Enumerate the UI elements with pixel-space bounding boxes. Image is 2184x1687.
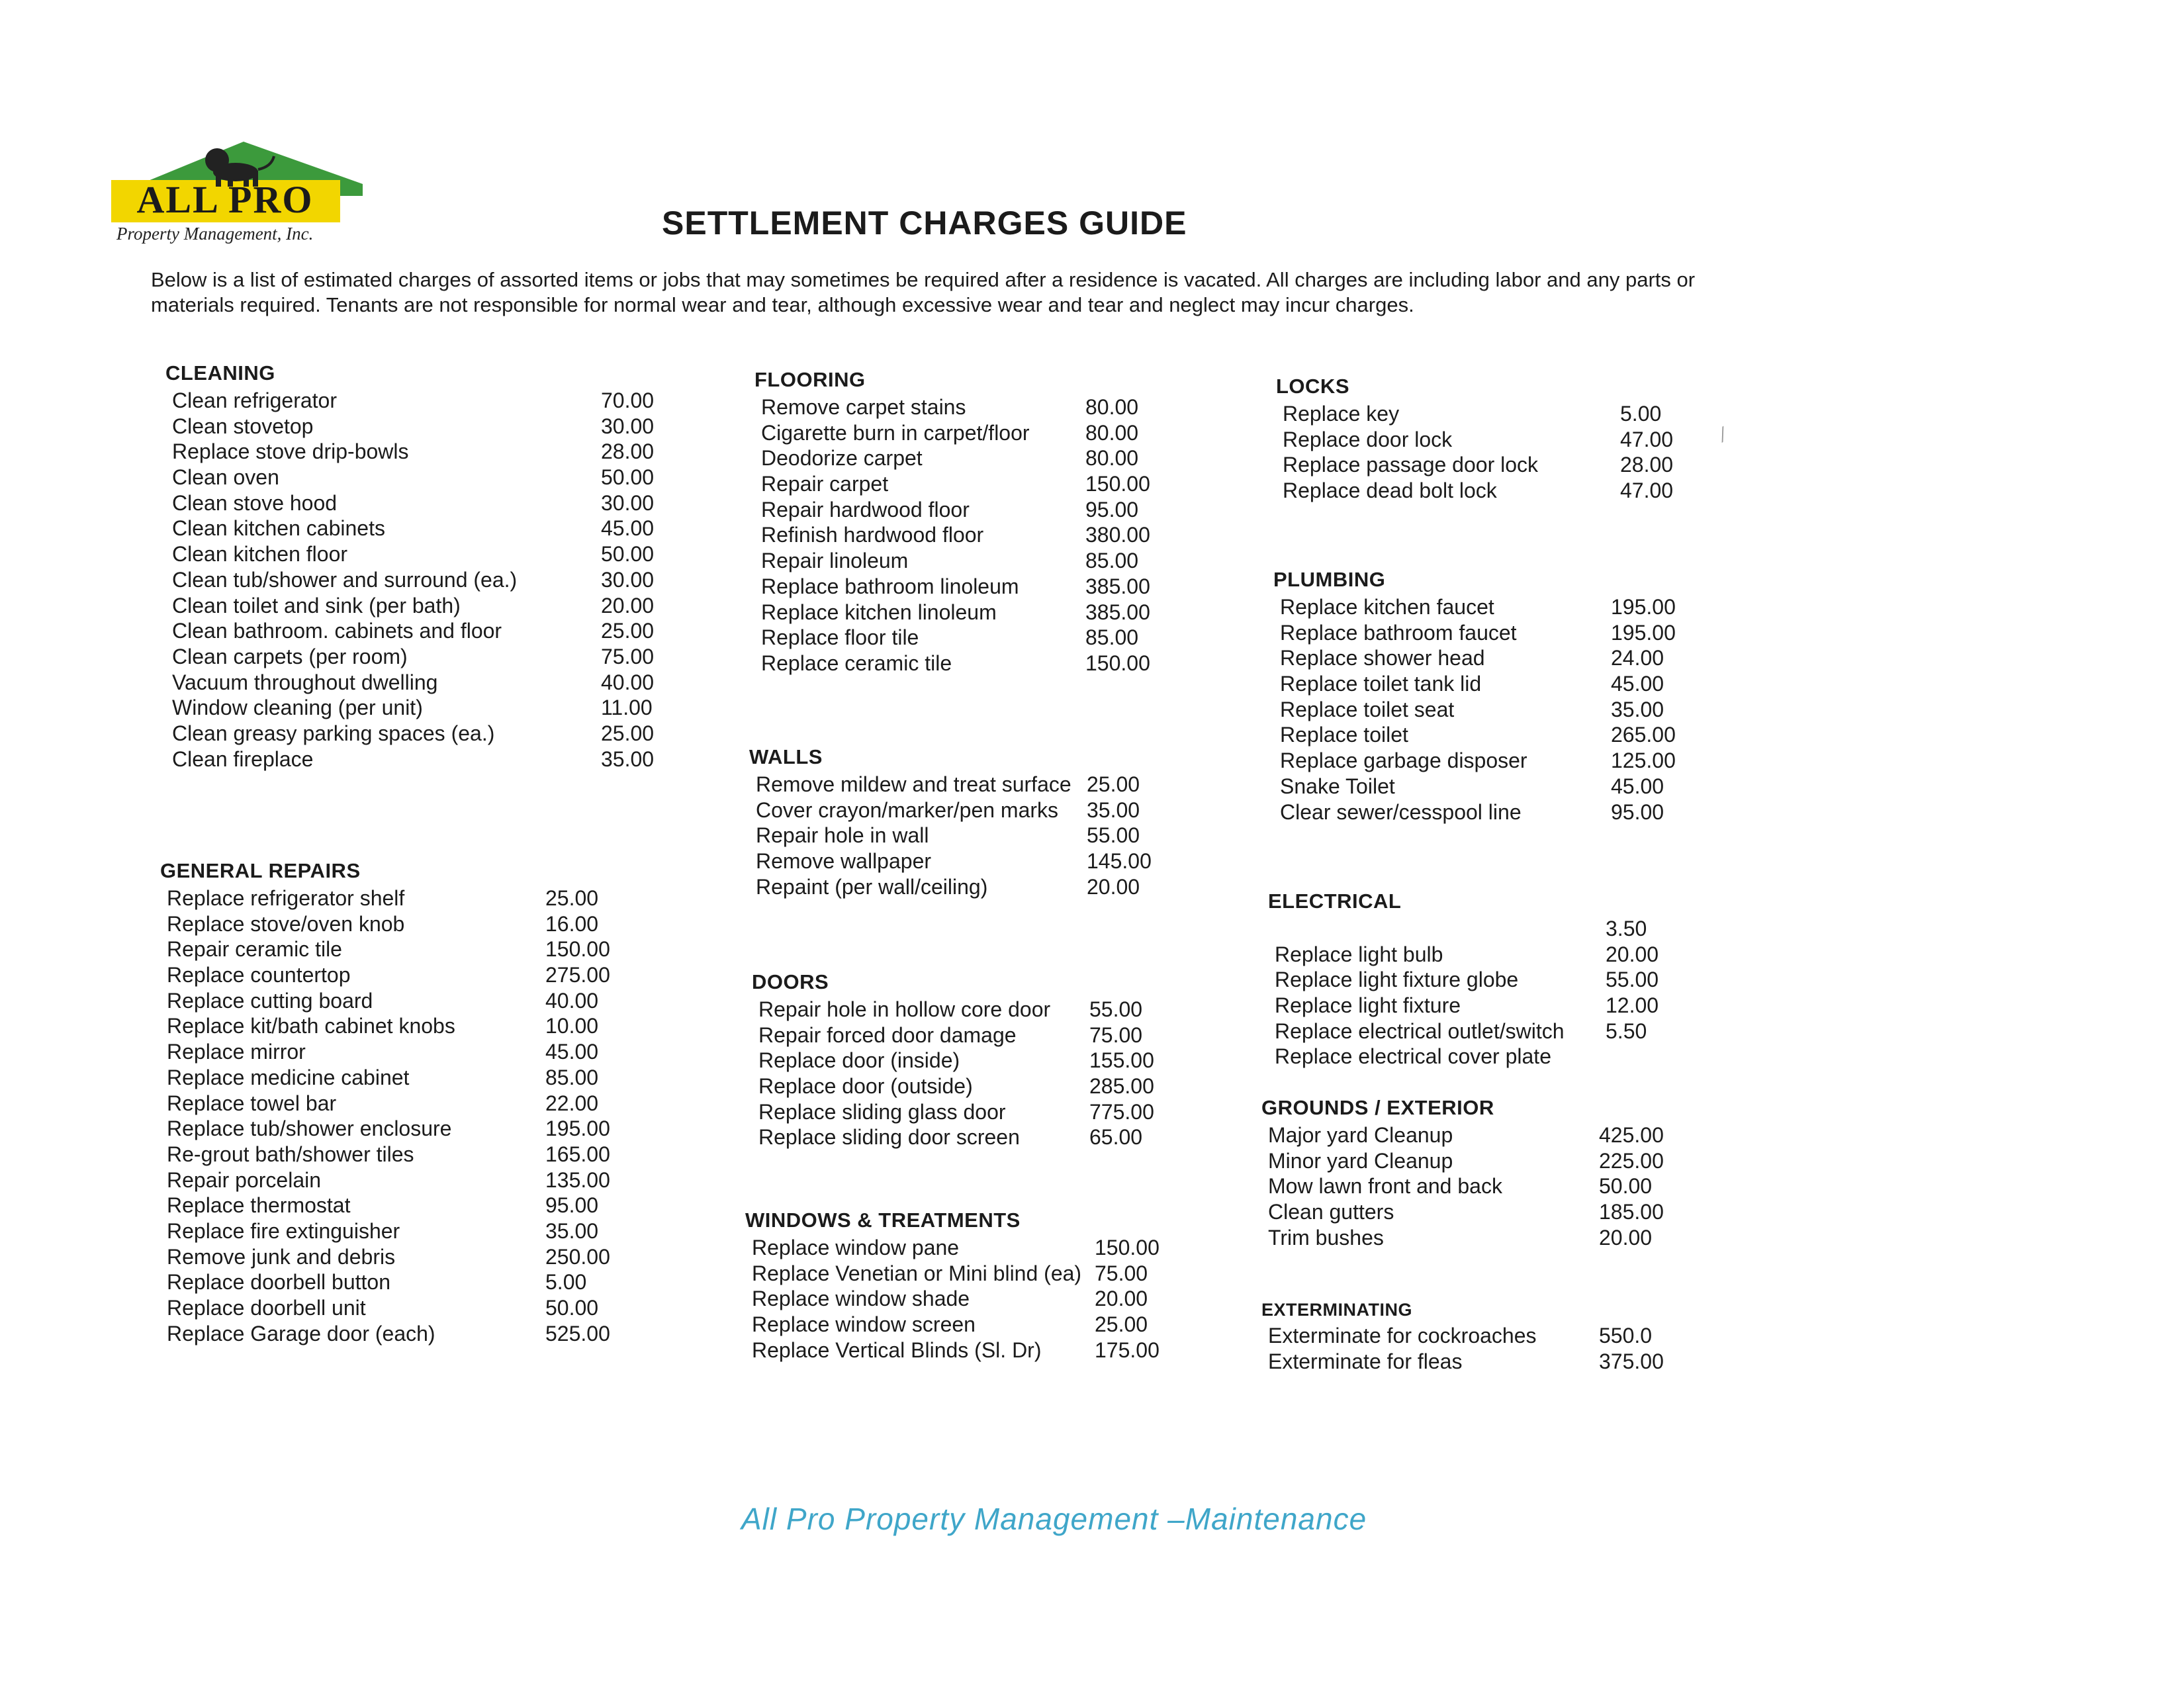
charge-amount: 11.00 xyxy=(601,696,653,720)
charge-row xyxy=(754,625,1178,651)
charge-label: Replace fire extinguisher xyxy=(167,1218,400,1243)
charge-amount: 10.00 xyxy=(545,1014,599,1038)
charge-label: Snake Toilet xyxy=(1280,774,1395,798)
charge-label: Repair forced door damage xyxy=(758,1023,1017,1047)
section-title: EXTERMINATING xyxy=(1261,1300,1412,1320)
charge-row xyxy=(1273,748,1710,774)
charge-label: Replace towel bar xyxy=(167,1091,337,1115)
section-walls xyxy=(749,745,1186,899)
charge-row xyxy=(1273,722,1710,748)
charge-label: Remove carpet stains xyxy=(761,395,966,419)
charge-amount: 35.00 xyxy=(1611,697,1664,721)
charge-row xyxy=(754,445,1178,471)
charge-row xyxy=(1273,799,1710,825)
section-title: LOCKS xyxy=(1276,375,1349,398)
charge-row xyxy=(160,911,650,937)
charge-row xyxy=(1276,427,1713,453)
charge-amount: 45.00 xyxy=(545,1040,599,1064)
charge-amount: 95.00 xyxy=(545,1193,599,1218)
charge-row xyxy=(1273,774,1710,799)
charge-row xyxy=(749,772,1186,798)
charge-row xyxy=(160,1269,650,1295)
charge-label: Replace passage door lock xyxy=(1283,453,1539,477)
charge-label: Replace light fixture globe xyxy=(1275,968,1519,992)
charge-row xyxy=(160,1013,650,1039)
charge-amount: 30.00 xyxy=(601,414,655,438)
charge-row xyxy=(160,1218,650,1244)
charge-amount: 155.00 xyxy=(1089,1048,1154,1073)
charge-label: Exterminate for cockroaches xyxy=(1268,1324,1537,1347)
charge-row xyxy=(165,721,682,747)
charge-row xyxy=(1276,452,1713,478)
charge-row xyxy=(165,747,682,772)
charge-label: Replace dead bolt lock xyxy=(1283,479,1497,503)
charge-label: Clean tub/shower and surround (ea.) xyxy=(172,567,518,592)
charge-amount: 85.00 xyxy=(1085,549,1139,573)
charge-label: Trim bushes xyxy=(1268,1225,1384,1250)
charge-amount: 40.00 xyxy=(545,988,599,1013)
section-title: CLEANING xyxy=(165,361,275,385)
charge-label: Remove mildew and treat surface xyxy=(756,772,1071,796)
charge-label: Minor yard Cleanup xyxy=(1268,1148,1453,1173)
charge-amount: 50.00 xyxy=(601,542,655,567)
charge-row xyxy=(1261,1225,1698,1251)
charge-label: Clean oven xyxy=(172,465,279,490)
charge-amount: 80.00 xyxy=(1085,395,1139,419)
charge-label: Refinish hardwood floor xyxy=(761,523,984,547)
charge-amount: 185.00 xyxy=(1599,1200,1664,1224)
charge-label: Replace stove drip-bowls xyxy=(172,439,409,464)
charge-amount: 375.00 xyxy=(1599,1349,1664,1373)
charge-amount: 3.50 xyxy=(1606,917,1647,940)
charge-label: Replace shower head xyxy=(1280,646,1485,670)
charge-amount: 195.00 xyxy=(1611,620,1676,645)
charge-row xyxy=(160,1244,650,1270)
section-title: GENERAL REPAIRS xyxy=(160,859,361,882)
charge-amount: 75.00 xyxy=(1089,1023,1143,1047)
charge-row xyxy=(160,1091,650,1117)
charge-label: Repair carpet xyxy=(761,472,889,496)
charge-label: Clean carpets (per room) xyxy=(172,644,408,668)
charge-row xyxy=(745,1286,1208,1312)
section-title: WALLS xyxy=(749,745,823,768)
charge-row xyxy=(754,651,1178,676)
charge-amount: 80.00 xyxy=(1085,446,1139,471)
section-title: ELECTRICAL xyxy=(1268,889,1402,913)
charge-row xyxy=(1268,1044,1705,1070)
section-flooring xyxy=(754,368,1178,676)
charge-row xyxy=(165,593,682,619)
charge-row xyxy=(1268,942,1705,968)
charge-amount: 250.00 xyxy=(545,1244,610,1269)
section-windows-treatments xyxy=(745,1208,1208,1363)
charge-label: Replace toilet xyxy=(1280,723,1408,747)
charge-amount: 25.00 xyxy=(1087,772,1140,796)
charge-amount: 25.00 xyxy=(545,886,599,910)
charge-label: Replace toilet tank lid xyxy=(1280,672,1482,696)
charge-amount: 25.00 xyxy=(601,721,655,745)
charge-label: Major yard Cleanup xyxy=(1268,1123,1453,1147)
charge-row xyxy=(1261,1199,1698,1225)
charge-amount: 35.00 xyxy=(601,747,655,771)
charge-row xyxy=(1261,1323,1698,1349)
charge-label: Replace kitchen linoleum xyxy=(761,600,997,624)
charge-label: Clear sewer/cesspool line xyxy=(1280,799,1522,824)
section-title: PLUMBING xyxy=(1273,568,1386,591)
section-title: GROUNDS / EXTERIOR xyxy=(1261,1096,1494,1119)
charge-amount: 285.00 xyxy=(1089,1074,1154,1099)
charge-label: Vacuum throughout dwelling xyxy=(172,670,438,694)
charge-label: Window cleaning (per unit) xyxy=(172,696,423,720)
charge-amount: 28.00 xyxy=(1620,453,1674,477)
charge-amount: 65.00 xyxy=(1089,1125,1143,1150)
charge-amount: 775.00 xyxy=(1089,1099,1154,1124)
charge-row xyxy=(749,823,1186,848)
charge-label: Replace refrigerator shelf xyxy=(167,886,405,910)
section-exterminating xyxy=(1261,1300,1698,1374)
charge-amount: 50.00 xyxy=(601,465,655,490)
charge-label: Clean stovetop xyxy=(172,414,314,438)
charge-row xyxy=(165,490,682,516)
charge-amount: 35.00 xyxy=(1087,798,1140,822)
charge-label: Remove wallpaper xyxy=(756,849,932,874)
charge-amount: 55.00 xyxy=(1089,997,1143,1021)
logo-tagline: Property Management, Inc. xyxy=(116,224,314,244)
charge-label: Replace thermostat xyxy=(167,1193,351,1218)
charge-row xyxy=(752,1023,1189,1048)
charge-label: Replace window pane xyxy=(752,1236,960,1259)
charge-amount: 45.00 xyxy=(1611,672,1664,696)
charge-label: Clean toilet and sink (per bath) xyxy=(172,593,461,617)
charge-row xyxy=(1261,1349,1698,1375)
charge-label: Deodorize carpet xyxy=(761,446,923,471)
charge-row xyxy=(752,997,1189,1023)
charge-amount: 50.00 xyxy=(545,1296,599,1320)
charge-row xyxy=(160,1116,650,1142)
charge-row xyxy=(1273,645,1710,671)
charge-label: Clean fireplace xyxy=(172,747,314,771)
charge-amount: 380.00 xyxy=(1085,523,1150,547)
section-cleaning xyxy=(165,361,682,772)
charge-amount: 5.00 xyxy=(545,1270,587,1295)
charge-label: Replace light bulb xyxy=(1275,942,1443,966)
charge-row xyxy=(745,1235,1208,1261)
charge-row xyxy=(165,541,682,567)
charge-label: Repair porcelain xyxy=(167,1167,322,1192)
section-plumbing xyxy=(1273,568,1710,825)
charge-row xyxy=(1268,1019,1705,1044)
charge-label: Replace kitchen faucet xyxy=(1280,595,1494,619)
charge-amount: 195.00 xyxy=(1611,595,1676,619)
charge-row xyxy=(160,1142,650,1167)
charge-row xyxy=(749,848,1186,874)
charge-amount: 30.00 xyxy=(601,567,655,592)
charge-label: Replace door lock xyxy=(1283,427,1453,451)
charge-amount: 425.00 xyxy=(1599,1123,1664,1147)
charge-row xyxy=(160,962,650,988)
charge-label: Replace Venetian or Mini blind (ea) xyxy=(752,1261,1082,1285)
charge-row xyxy=(1268,967,1705,993)
charge-label: Clean kitchen cabinets xyxy=(172,516,385,541)
charge-row xyxy=(165,414,682,439)
section-grounds-exterior xyxy=(1261,1096,1698,1250)
charge-amount: 55.00 xyxy=(1087,823,1140,848)
intro-paragraph: Below is a list of estimated charges of assorted items or jobs that may sometimes be required after a residence is vacated. All charges are including labor and any parts or materials required. Tenants are not responsible for normal wear and tear, although excessive wear and tear and neglect may incur charges. xyxy=(151,268,1696,316)
charge-row xyxy=(1276,401,1713,427)
logo-wordmark: ALL PRO xyxy=(136,178,314,221)
charge-amount: 5.50 xyxy=(1606,1019,1647,1043)
charge-row xyxy=(165,516,682,541)
charge-label: Re-grout bath/shower tiles xyxy=(167,1142,414,1166)
charge-label: Replace door (inside) xyxy=(758,1048,960,1073)
charge-label: Clean gutters xyxy=(1268,1200,1394,1224)
charge-amount: 20.00 xyxy=(1087,874,1140,899)
charge-row xyxy=(745,1338,1208,1363)
charge-amount: 5.00 xyxy=(1620,402,1662,426)
charge-row xyxy=(165,567,682,593)
charge-amount: 20.00 xyxy=(601,593,655,617)
charge-amount: 24.00 xyxy=(1611,646,1664,670)
charge-label: Replace tub/shower enclosure xyxy=(167,1117,452,1141)
section-doors xyxy=(752,970,1189,1150)
charge-amount: 225.00 xyxy=(1599,1148,1664,1173)
charge-label: Replace garbage disposer xyxy=(1280,749,1527,773)
charge-row xyxy=(165,618,682,644)
section-electrical xyxy=(1268,889,1705,1070)
charge-label: Replace electrical outlet/switch xyxy=(1275,1019,1565,1043)
charge-amount: 35.00 xyxy=(545,1218,599,1243)
charge-row xyxy=(1273,697,1710,723)
charge-label: Repaint (per wall/ceiling) xyxy=(756,874,988,899)
charge-row xyxy=(165,695,682,721)
charge-amount: 265.00 xyxy=(1611,723,1676,747)
charge-row xyxy=(1268,916,1705,942)
charge-label: Mow lawn front and back xyxy=(1268,1174,1502,1199)
charge-label: Repair hardwood floor xyxy=(761,497,970,522)
charge-label: Replace mirror xyxy=(167,1040,306,1064)
charge-label: Exterminate for fleas xyxy=(1268,1349,1463,1373)
charge-amount: 40.00 xyxy=(601,670,655,694)
charge-row xyxy=(160,1065,650,1091)
charge-amount: 150.00 xyxy=(1085,472,1150,496)
charge-row xyxy=(745,1312,1208,1338)
charge-row xyxy=(749,874,1186,900)
charge-row xyxy=(165,644,682,670)
charge-amount: 20.00 xyxy=(1599,1225,1653,1250)
charge-amount: 22.00 xyxy=(545,1091,599,1115)
charge-amount: 150.00 xyxy=(545,937,610,962)
charge-amount: 16.00 xyxy=(545,911,599,936)
charge-label: Replace medicine cabinet xyxy=(167,1065,410,1089)
charge-row xyxy=(1273,671,1710,697)
pen-mark: ⁄ xyxy=(1716,424,1731,445)
charge-row xyxy=(752,1048,1189,1073)
charge-label: Repair hole in hollow core door xyxy=(758,997,1051,1021)
charge-amount: 165.00 xyxy=(545,1142,610,1166)
charge-label: Replace light fixture xyxy=(1275,993,1461,1018)
charge-amount: 80.00 xyxy=(1085,420,1139,445)
charge-row xyxy=(160,1167,650,1193)
section-title: FLOORING xyxy=(754,368,866,391)
charge-row xyxy=(752,1099,1189,1125)
charge-label: Clean bathroom. cabinets and floor xyxy=(172,619,502,643)
charge-row xyxy=(1261,1122,1698,1148)
charge-row xyxy=(160,1295,650,1321)
charge-amount: 95.00 xyxy=(1085,497,1139,522)
charge-row xyxy=(754,522,1178,548)
charge-row xyxy=(754,420,1178,446)
charge-row xyxy=(752,1124,1189,1150)
charge-label: Replace Garage door (each) xyxy=(167,1321,435,1345)
charge-amount: 145.00 xyxy=(1087,849,1152,874)
charge-amount: 30.00 xyxy=(601,490,655,515)
charge-row xyxy=(754,471,1178,497)
charge-amount: 70.00 xyxy=(601,388,655,412)
charge-row xyxy=(754,548,1178,574)
charge-amount: 47.00 xyxy=(1620,427,1674,451)
charge-amount: 45.00 xyxy=(601,516,655,541)
charge-row xyxy=(160,1321,650,1347)
charge-label: Replace stove/oven knob xyxy=(167,911,405,936)
charge-row xyxy=(754,394,1178,420)
charge-label: Replace doorbell button xyxy=(167,1270,391,1295)
charge-label: Replace key xyxy=(1283,402,1400,426)
charge-amount: 125.00 xyxy=(1611,749,1676,773)
charge-label: Replace doorbell unit xyxy=(167,1296,366,1320)
charge-amount: 20.00 xyxy=(1606,942,1659,966)
charge-label: Clean kitchen floor xyxy=(172,542,348,567)
charge-label: Replace bathroom linoleum xyxy=(761,574,1019,598)
charge-amount: 150.00 xyxy=(1085,651,1150,675)
charge-row xyxy=(1268,993,1705,1019)
page-title: SETTLEMENT CHARGES GUIDE xyxy=(662,205,1187,242)
charge-amount: 75.00 xyxy=(601,644,655,668)
charge-amount: 550.0 xyxy=(1599,1324,1653,1347)
charge-amount: 195.00 xyxy=(545,1117,610,1141)
charge-row xyxy=(165,388,682,414)
charge-row xyxy=(1261,1148,1698,1174)
charge-amount: 45.00 xyxy=(1611,774,1664,798)
charge-label: Replace kit/bath cabinet knobs xyxy=(167,1014,455,1038)
charge-amount: 95.00 xyxy=(1611,799,1664,824)
charge-label: Replace ceramic tile xyxy=(761,651,952,675)
charge-label: Replace sliding glass door xyxy=(758,1099,1006,1124)
section-general-repairs xyxy=(160,859,650,1346)
charge-amount: 28.00 xyxy=(601,439,655,464)
charge-row xyxy=(752,1073,1189,1099)
charge-row xyxy=(1273,620,1710,646)
charge-row xyxy=(745,1261,1208,1287)
charge-amount: 75.00 xyxy=(1095,1261,1148,1285)
charge-label: Replace countertop xyxy=(167,963,351,987)
charge-label: Repair hole in wall xyxy=(756,823,929,848)
charge-amount: 135.00 xyxy=(545,1167,610,1192)
charge-row xyxy=(1261,1173,1698,1199)
charge-label: Repair linoleum xyxy=(761,549,909,573)
charge-label: Replace Vertical Blinds (Sl. Dr) xyxy=(752,1338,1042,1362)
charge-row xyxy=(160,1193,650,1218)
charge-row xyxy=(160,988,650,1014)
charge-row xyxy=(165,670,682,696)
charge-amount: 385.00 xyxy=(1085,574,1150,598)
charge-row xyxy=(1276,478,1713,504)
charge-amount: 85.00 xyxy=(1085,625,1139,650)
charge-label: Replace cutting board xyxy=(167,988,373,1013)
charge-label: Replace window shade xyxy=(752,1287,970,1311)
footer-text: All Pro Property Management –Maintenance xyxy=(741,1502,1367,1536)
charge-row xyxy=(160,936,650,962)
charge-amount: 20.00 xyxy=(1095,1287,1148,1311)
charge-label: Clean stove hood xyxy=(172,490,338,515)
charge-amount: 50.00 xyxy=(1599,1174,1653,1199)
charge-amount: 85.00 xyxy=(545,1065,599,1089)
charge-label: Replace sliding door screen xyxy=(758,1125,1020,1150)
charge-label: Clean refrigerator xyxy=(172,388,337,412)
charge-amount: 275.00 xyxy=(545,963,610,987)
charge-label: Replace toilet seat xyxy=(1280,697,1455,721)
charge-row xyxy=(749,798,1186,823)
charge-row xyxy=(160,1039,650,1065)
charge-label: Replace window screen xyxy=(752,1312,976,1337)
charge-amount: 47.00 xyxy=(1620,479,1674,503)
charge-label: Cover crayon/marker/pen marks xyxy=(756,798,1059,822)
charge-amount: 385.00 xyxy=(1085,600,1150,624)
section-locks xyxy=(1276,375,1713,504)
charge-amount: 25.00 xyxy=(1095,1312,1148,1337)
charge-label: Cigarette burn in carpet/floor xyxy=(761,420,1030,445)
charge-row xyxy=(754,574,1178,600)
charge-label: Replace door (outside) xyxy=(758,1074,973,1099)
charge-label: Clean greasy parking spaces (ea.) xyxy=(172,721,495,745)
charge-label: Replace floor tile xyxy=(761,625,919,650)
section-title: DOORS xyxy=(752,970,829,993)
charge-row xyxy=(165,439,682,465)
charge-amount: 525.00 xyxy=(545,1321,610,1345)
charge-label: Remove junk and debris xyxy=(167,1244,396,1269)
charge-amount: 25.00 xyxy=(601,619,655,643)
charge-row xyxy=(1273,594,1710,620)
charge-label: Replace electrical cover plate xyxy=(1275,1044,1551,1069)
charge-amount: 12.00 xyxy=(1606,993,1659,1018)
charge-amount: 55.00 xyxy=(1606,968,1659,992)
charge-label: Replace bathroom faucet xyxy=(1280,620,1517,645)
charge-row xyxy=(165,465,682,490)
charge-amount: 175.00 xyxy=(1095,1338,1160,1362)
section-title: WINDOWS & TREATMENTS xyxy=(745,1208,1021,1232)
charge-row xyxy=(754,497,1178,523)
charge-row xyxy=(754,600,1178,625)
charge-row xyxy=(160,886,650,911)
charge-label: Repair ceramic tile xyxy=(167,937,342,962)
charge-amount: 150.00 xyxy=(1095,1236,1160,1259)
